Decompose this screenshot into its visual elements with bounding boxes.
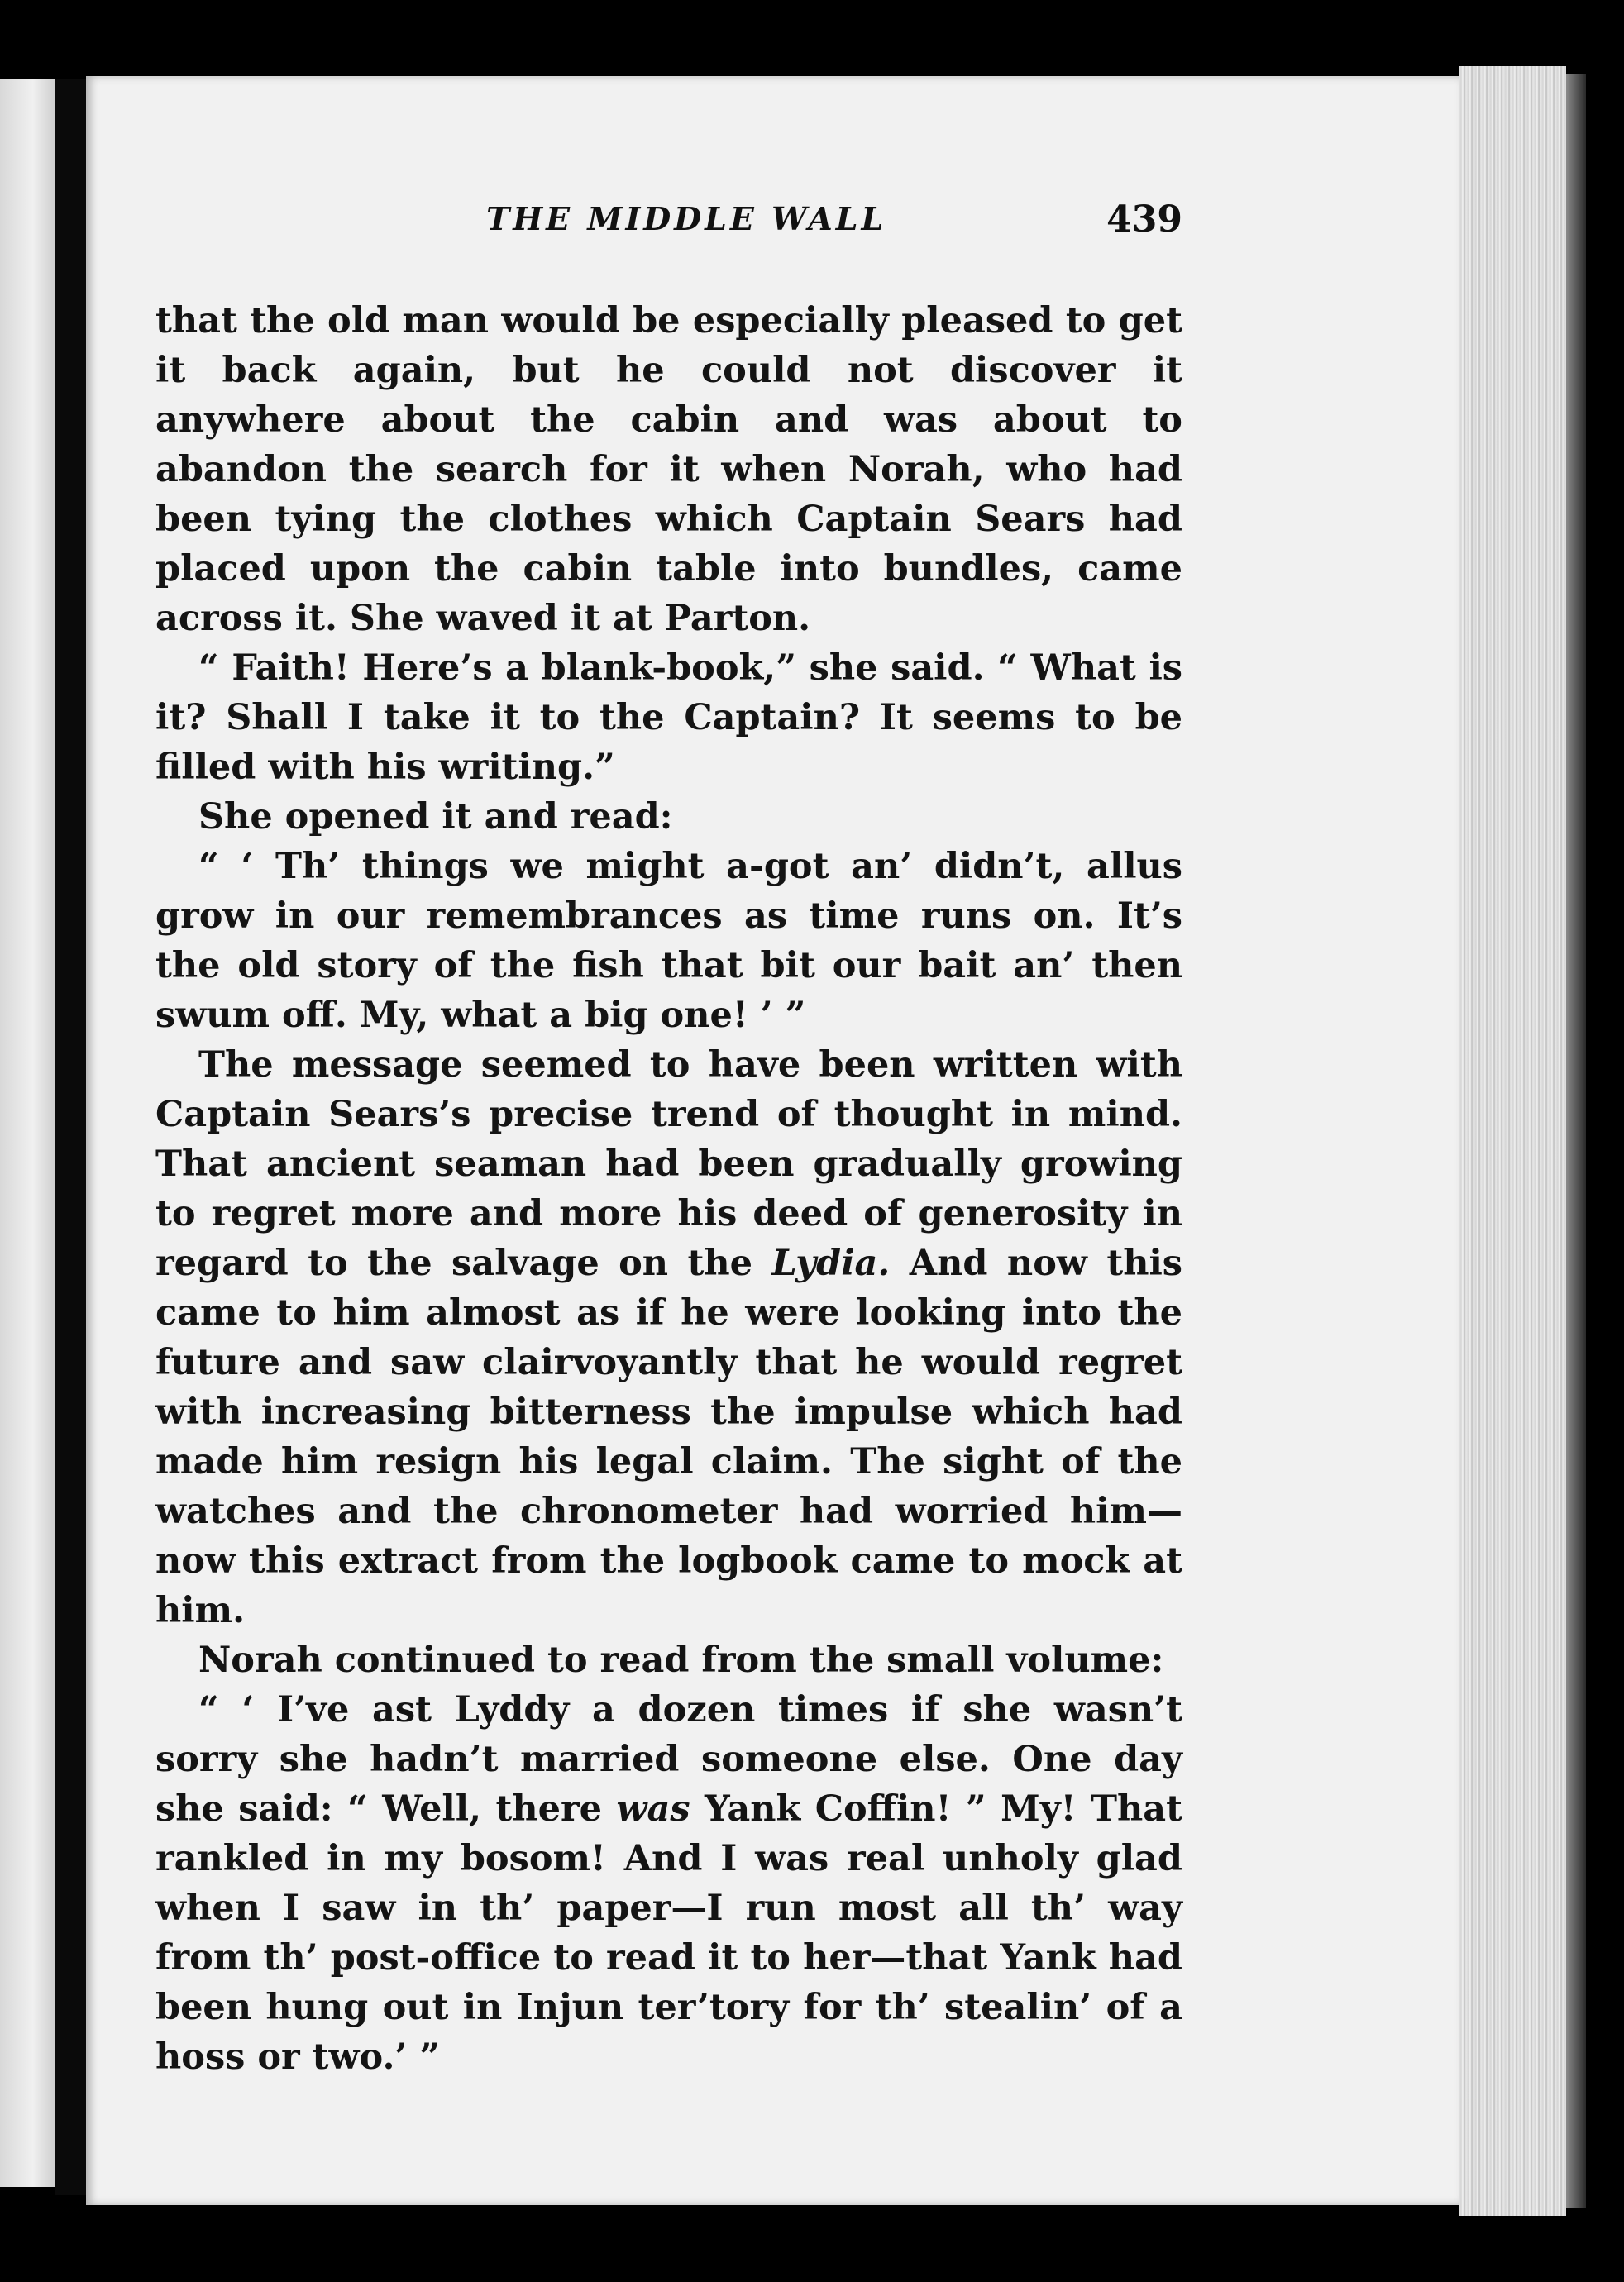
paragraph-text: The message seemed to have been written with Captain Sears’s precise trend of thought in mind. That ancient seaman had been gradually growing to regret more and more his deed of generosity in regard to the salvage on the <box>155 1044 1182 1284</box>
page-stack-edges <box>1459 66 1566 2216</box>
paragraph <box>155 1040 1182 1635</box>
paragraph-text: “ ‘ Th’ things we might a-got an’ didn’t, allus grow in our remembrances as time runs on. It’s the old story of the fish that bit our bait an’ then swum off. My, what a big one! ’ ” <box>155 846 1182 1036</box>
paragraph-text: And now this came to him almost as if he were looking into the future and saw clairvoyantly that he would regret with increasing bitterness the impulse which had made him resign his legal claim. The sight of the watches and the chronometer had worried him—now this extract from the logbook came to mock at him. <box>155 1243 1182 1631</box>
paragraph-text: that the old man would be especially pleased to get it back again, but he could not discover it anywhere about the cabin and was about to abandon the search for it when Norah, who had been tying the clothes which Captain Sears had placed upon the cabin table into bundles, came across it. She waved it at Parton. <box>155 300 1182 639</box>
page-number: 439 <box>1106 198 1182 241</box>
paragraph-text: Yank Coffin! ” My! That rankled in my bosom! And I was real unholy glad when I saw in th’ paper—I run most all th’ way from th’ post-office to read it to her—that Yank had been hung out in Injun ter’tory for th’ stealin’ of a hoss or two.’ ” <box>155 1788 1182 2078</box>
paragraph <box>155 792 1182 842</box>
page-stack-shadow <box>1566 74 1586 2208</box>
paragraph-text: Norah continued to read from the small volume: <box>198 1640 1164 1681</box>
paragraph-text: She opened it and read: <box>198 796 673 838</box>
paragraph-text: “ Faith! Here’s a blank-book,” she said. “ What is it? Shall I take it to the Captain? It seems to be filled with his writing.” <box>155 647 1182 788</box>
previous-page-edge <box>0 79 55 2187</box>
italic-ship-name: Lydia. <box>771 1243 891 1284</box>
body-text <box>155 296 1182 2082</box>
page-header <box>157 197 1182 255</box>
book-binding <box>55 79 86 2195</box>
running-head: THE MIDDLE WALL <box>486 200 887 237</box>
paragraph <box>155 296 1182 643</box>
paragraph <box>155 1685 1182 2082</box>
paragraph <box>155 1635 1182 1685</box>
paragraph <box>155 643 1182 792</box>
paragraph <box>155 842 1182 1040</box>
paragraph-text: “ ‘ I’ve ast Lyddy a dozen times if she wasn’t sorry she hadn’t married someone else. One day she said: “ Well, there <box>155 1689 1182 1830</box>
italic-emphasis: was <box>616 1788 690 1830</box>
